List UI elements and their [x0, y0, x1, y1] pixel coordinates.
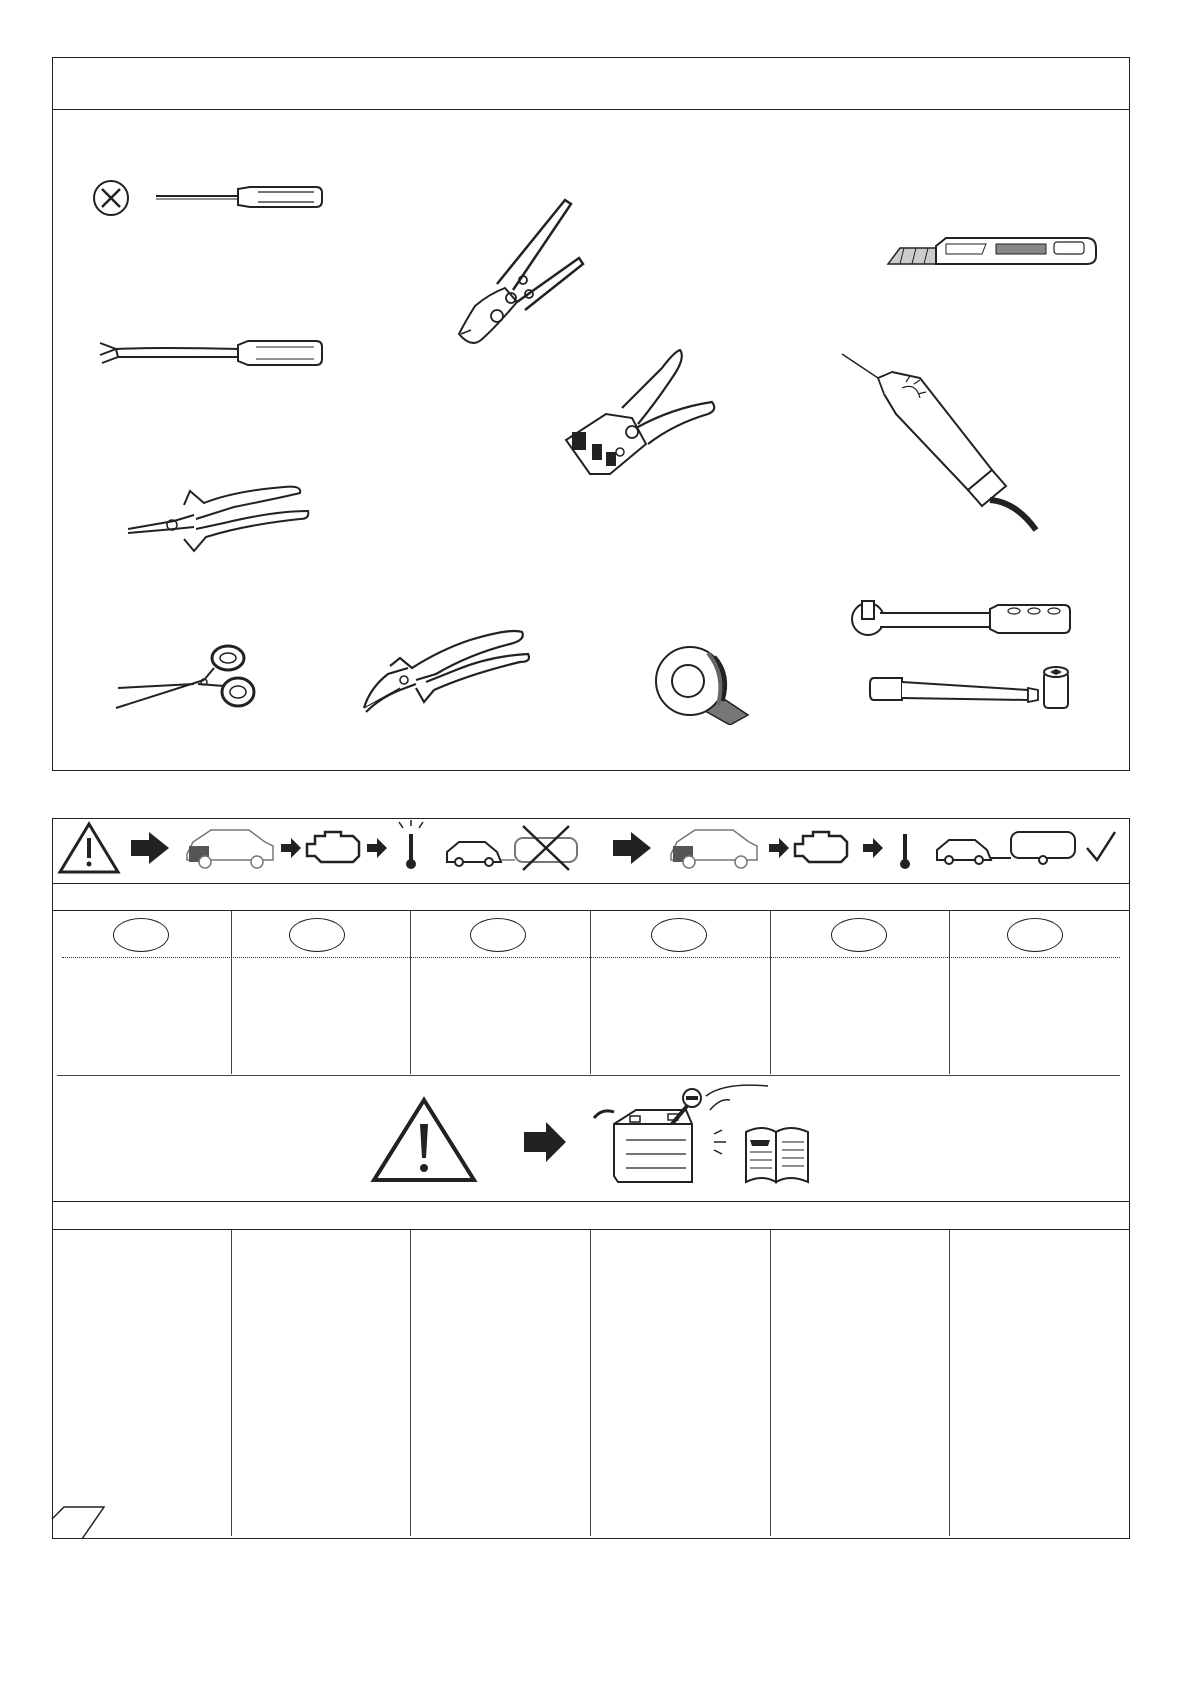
column-divider	[410, 911, 411, 1074]
thermometer-icon	[900, 834, 910, 869]
column-divider	[949, 1230, 950, 1536]
trim-removal-tool-icon	[98, 335, 328, 375]
arrow-right-icon	[524, 1122, 566, 1162]
arrow-right-icon	[131, 832, 169, 864]
test-lamp-icon	[840, 352, 1050, 537]
arrow-right-icon	[769, 838, 789, 858]
check-mark-icon	[1087, 832, 1115, 860]
page-corner-tab	[50, 1505, 110, 1541]
thermometer-icon	[399, 820, 423, 869]
language-oval	[470, 918, 526, 952]
band-2	[52, 1201, 1130, 1230]
arrow-right-icon	[863, 838, 883, 858]
text-columns	[52, 1230, 1130, 1538]
engine-warning-icon	[307, 832, 359, 862]
column-divider	[410, 1230, 411, 1536]
language-oval	[289, 918, 345, 952]
manual-book-icon	[714, 1128, 808, 1182]
car-with-trailer-icon	[937, 832, 1075, 864]
tools-panel-header	[53, 58, 1129, 110]
column-divider	[590, 1230, 591, 1536]
car-icon	[187, 830, 273, 868]
column-divider	[770, 1230, 771, 1536]
arrow-right-icon	[613, 832, 651, 864]
combination-pliers-icon	[124, 485, 314, 555]
car-icon	[671, 830, 757, 868]
language-oval	[1007, 918, 1063, 952]
language-oval	[831, 918, 887, 952]
column-divider	[231, 1230, 232, 1536]
language-oval	[651, 918, 707, 952]
column-divider	[231, 911, 232, 1074]
column-divider	[770, 911, 771, 1074]
language-columns	[52, 911, 1130, 1076]
warning-triangle-icon	[60, 824, 118, 872]
row-divider	[57, 1075, 1120, 1076]
scissors-icon	[114, 640, 264, 715]
band-1	[52, 883, 1130, 911]
car-no-trailer-icon	[447, 826, 577, 870]
column-divider	[949, 911, 950, 1074]
socket-extension-icon	[868, 660, 1073, 720]
column-divider	[590, 911, 591, 1074]
dotted-divider	[62, 957, 1120, 958]
wire-stripper-icon	[562, 348, 717, 483]
warning-triangle-icon	[374, 1100, 474, 1180]
utility-knife-icon	[886, 232, 1101, 272]
pictogram-row	[53, 820, 1129, 882]
language-oval	[113, 918, 169, 952]
crimping-pliers-icon	[455, 198, 585, 353]
side-cutters-icon	[360, 628, 535, 713]
insulating-tape-icon	[652, 645, 752, 725]
arrow-right-icon	[281, 838, 301, 858]
arrow-right-icon	[367, 838, 387, 858]
battery-warning-row	[370, 1080, 820, 1190]
phillips-screwdriver-icon	[88, 175, 328, 225]
torque-wrench-icon	[850, 597, 1075, 647]
battery-disconnect-icon	[594, 1085, 768, 1182]
engine-warning-icon	[795, 832, 847, 862]
